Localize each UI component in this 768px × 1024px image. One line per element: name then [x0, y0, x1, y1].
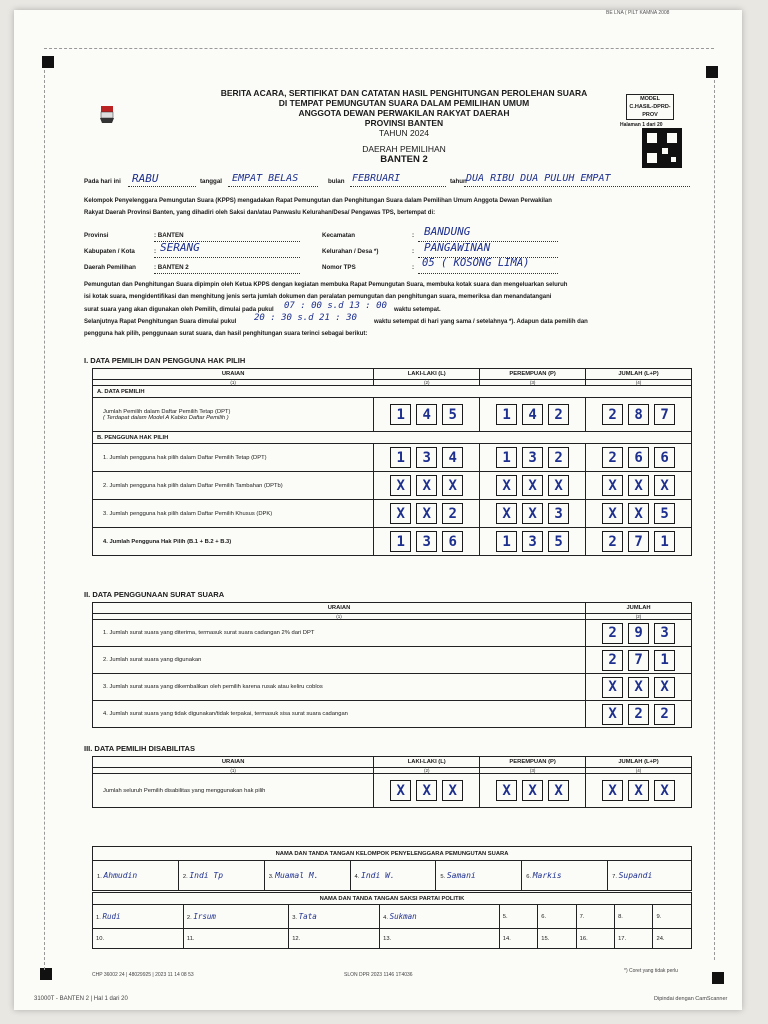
kecamatan-value: BANDUNG	[424, 225, 471, 238]
underline	[128, 186, 196, 187]
kpps-signature[interactable]	[436, 861, 522, 891]
kpps-signature[interactable]	[178, 861, 264, 891]
digit-box[interactable]: X	[390, 503, 411, 524]
row-label: 2. Jumlah surat suara yang digunakan	[93, 647, 586, 674]
disabilitas-table	[92, 756, 692, 808]
saksi-signature[interactable]	[538, 905, 576, 929]
kelurahan-value: PANGAWINAN	[424, 241, 491, 254]
daerah-label: DAERAH PEMILIHAN	[362, 144, 446, 154]
pemilih-table	[92, 368, 692, 556]
group-b-label: B. PENGGUNA HAK PILIH	[93, 432, 692, 444]
digit-box[interactable]: 6	[628, 447, 649, 468]
digit-box[interactable]: 1	[496, 447, 517, 468]
saksi-signature[interactable]	[183, 905, 288, 929]
saksi-signature[interactable]	[615, 929, 653, 949]
model-box	[626, 94, 674, 120]
sig-num: 4.	[383, 915, 388, 921]
sig-num: 12.	[292, 935, 301, 942]
col-num: (3)	[480, 380, 586, 386]
saksi-signature[interactable]	[183, 929, 288, 949]
table-row	[93, 774, 692, 808]
sig-num: 13.	[383, 935, 392, 942]
digit-box[interactable]: X	[602, 475, 623, 496]
sig-num: 24.	[656, 935, 665, 942]
hari-value: RABU	[132, 172, 159, 185]
intro-line: Kelompok Penyelenggara Pemungutan Suara (KPPS) mengadakan Rapat Pemungutan dan Penghitungan Suara dalam Pemilihan Umum Anggota Dewan Perwakilan	[84, 198, 552, 204]
kpu-logo-icon	[98, 104, 116, 124]
sig-num: 3.	[292, 915, 298, 921]
dpt-jumlah	[586, 398, 692, 432]
kabupaten-colon: :	[154, 248, 157, 255]
bulan-label: bulan	[328, 178, 345, 185]
digit-box[interactable]: X	[522, 780, 543, 801]
col-laki: LAKI-LAKI (L)	[374, 369, 480, 380]
kpps-signature[interactable]	[264, 861, 350, 891]
col-num: (1)	[93, 614, 586, 620]
header-line: TAHUN 2024	[379, 128, 429, 138]
daerah-value: BANTEN 2	[380, 154, 428, 165]
sig-name: Rudi	[102, 912, 121, 921]
col-num: (2)	[374, 380, 480, 386]
saksi-signature[interactable]	[380, 929, 500, 949]
digit-box[interactable]: 3	[522, 447, 543, 468]
digit-box[interactable]: 2	[548, 404, 569, 425]
sig-num: 9.	[656, 913, 662, 920]
digit-box[interactable]: 1	[496, 531, 517, 552]
row-label: 1. Jumlah pengguna hak pilih dalam Daftar Pemilih Tetap (DPT)	[93, 444, 374, 472]
digit-box[interactable]: 6	[654, 447, 675, 468]
cut-line	[44, 70, 45, 970]
saksi-row	[93, 905, 692, 929]
col-uraian: URAIAN	[93, 369, 374, 380]
digit-box[interactable]: 1	[390, 404, 411, 425]
underline	[154, 257, 300, 258]
digit-box[interactable]: 4	[522, 404, 543, 425]
sig-num: 3.	[268, 874, 274, 880]
sig-num: 10.	[96, 935, 105, 942]
section1-title: I. DATA PEMILIH DAN PENGGUNA HAK PILIH	[84, 356, 246, 365]
table-row	[93, 528, 692, 556]
sig-name: Irsum	[193, 912, 216, 921]
registration-mark	[40, 968, 52, 980]
digit-box[interactable]: 5	[442, 404, 463, 425]
scanner-watermark: Dipindai dengan CamScanner	[654, 996, 728, 1002]
sig-num: 7.	[612, 874, 617, 880]
saksi-signature[interactable]	[289, 929, 380, 949]
dpt-label	[93, 398, 374, 432]
sig-num: 7.	[579, 913, 585, 920]
saksi-signature[interactable]	[93, 905, 184, 929]
digit-box[interactable]: X	[602, 503, 623, 524]
sig-name: Sukman	[389, 912, 417, 921]
table-row	[93, 444, 692, 472]
sig-num: 6.	[541, 913, 547, 920]
model-line: C.HASIL-DPRD-	[629, 104, 671, 110]
underline	[228, 186, 318, 187]
col-jumlah: JUMLAH (L+P)	[586, 757, 692, 768]
section3-title: III. DATA PEMILIH DISABILITAS	[84, 744, 195, 753]
page-ref: 31000T - BANTEN 2 | Hal 1 dari 20	[34, 996, 128, 1002]
digit-box[interactable]: 1	[390, 531, 411, 552]
saksi-row	[93, 929, 692, 949]
saksi-signature[interactable]	[380, 905, 500, 929]
saksi-signature[interactable]	[499, 905, 537, 929]
sig-num: 1.	[96, 915, 101, 921]
form-header	[194, 88, 614, 166]
digit-box[interactable]: 2	[602, 447, 623, 468]
col-laki: LAKI-LAKI (L)	[374, 757, 480, 768]
kelurahan-colon: :	[412, 248, 415, 255]
col-num: (2)	[374, 768, 480, 774]
surat-suara-table	[92, 602, 692, 728]
footer-mid: SLON DPR 2023 1146 1T4036	[344, 972, 413, 978]
digit-box[interactable]: 9	[628, 623, 649, 644]
tps-colon: :	[412, 264, 415, 271]
row-label: 4. Jumlah surat suara yang tidak digunakan/tidak terpakai, termasuk sisa surat suara cadangan	[93, 701, 586, 728]
para-line: Selanjutnya Rapat Penghitungan Suara dimulai pukul	[84, 319, 237, 325]
cut-line	[714, 80, 715, 960]
digit-box[interactable]: X	[628, 475, 649, 496]
digit-box[interactable]: X	[522, 503, 543, 524]
digit-box[interactable]: 5	[548, 531, 569, 552]
saksi-signature[interactable]	[93, 929, 184, 949]
digit-box[interactable]: X	[548, 780, 569, 801]
kpps-signature[interactable]	[608, 861, 692, 891]
registration-mark	[42, 56, 54, 68]
corner-text: BE LNA ( PILT KAMNA 2008	[606, 10, 670, 16]
digit-box[interactable]: 6	[442, 531, 463, 552]
sig-num: 2.	[186, 915, 192, 921]
digit-box[interactable]: 2	[548, 447, 569, 468]
kabupaten-label: Kabupaten / Kota	[84, 248, 135, 255]
saksi-signature[interactable]	[615, 905, 653, 929]
digit-box[interactable]: 8	[628, 404, 649, 425]
kpps-signature[interactable]	[522, 861, 608, 891]
digit-box[interactable]: X	[390, 780, 411, 801]
digit-box[interactable]: X	[442, 475, 463, 496]
col-num: (2)	[586, 614, 692, 620]
digit-box[interactable]: X	[496, 475, 517, 496]
digit-box[interactable]: X	[416, 475, 437, 496]
table-header-row	[93, 369, 692, 380]
signature-table	[92, 846, 692, 891]
digit-box[interactable]: 2	[602, 404, 623, 425]
dpt-perempuan	[480, 398, 586, 432]
kpps-signature[interactable]	[350, 861, 436, 891]
row-label: 3. Jumlah surat suara yang dikembalikan oleh pemilih karena rusak atau keliru coblos	[93, 674, 586, 701]
para-line: surat suara yang akan digunakan oleh Pemilih, dimulai pada pukul	[84, 307, 274, 313]
digit-box[interactable]: 4	[416, 404, 437, 425]
registration-mark	[712, 972, 724, 984]
tahun-value: DUA RIBU DUA PULUH EMPAT	[466, 173, 611, 184]
digit-box[interactable]: 3	[522, 531, 543, 552]
digit-box[interactable]: X	[654, 780, 675, 801]
sig-name: Ahmudin	[103, 871, 138, 880]
saksi-signature[interactable]	[289, 905, 380, 929]
sig-num: 1.	[97, 874, 102, 880]
sig-name: Samani	[446, 871, 476, 880]
kecamatan-label: Kecamatan	[322, 232, 356, 239]
dapil-label: Daerah Pemilihan	[84, 264, 136, 271]
underline	[350, 186, 446, 187]
col-perempuan: PEREMPUAN (P)	[480, 369, 586, 380]
digit-box[interactable]: 7	[628, 650, 649, 671]
provinsi-label: Provinsi	[84, 232, 109, 239]
para-line: isi kotak suara, mengidentifikasi dan menghitung jenis serta jumlah dokumen dan peralatan pemungutan dan penghitungan suara, memeriksa dan menandatangani	[84, 294, 552, 300]
tanggal-value: EMPAT BELAS	[232, 173, 299, 184]
sig-name: Markis	[532, 871, 562, 880]
tahun-label: tahun	[450, 178, 467, 185]
sig-name: Supandi	[618, 871, 653, 880]
model-line: MODEL	[640, 96, 660, 102]
row-label: 4. Jumlah Pengguna Hak Pilih (B.1 + B.2 + B.3)	[93, 528, 374, 556]
registration-mark	[706, 66, 718, 78]
saksi-signature[interactable]	[499, 929, 537, 949]
sig-num: 8.	[618, 913, 623, 920]
form-page	[14, 10, 742, 1010]
col-jumlah: JUMLAH (L+P)	[586, 369, 692, 380]
dpt-laki	[374, 398, 480, 432]
sig-num: 11.	[186, 935, 195, 942]
kpps-signature[interactable]	[93, 861, 179, 891]
underline	[464, 186, 690, 187]
digit-box[interactable]: X	[548, 475, 569, 496]
col-uraian: URAIAN	[93, 757, 374, 768]
header-line: BERITA ACARA, SERTIFIKAT DAN CATATAN HASIL PENGHITUNGAN PEROLEHAN SUARA	[220, 88, 588, 98]
digit-box[interactable]: 3	[416, 531, 437, 552]
digit-box[interactable]: X	[522, 475, 543, 496]
col-num: (4)	[586, 380, 692, 386]
para-line: waktu setempat.	[394, 307, 441, 313]
header-line: DI TEMPAT PEMUNGUTAN SUARA DALAM PEMILIHAN UMUM	[278, 98, 530, 108]
row-label: 3. Jumlah pengguna hak pilih dalam Daftar Pemilih Khusus (DPK)	[93, 500, 374, 528]
digit-box[interactable]: 3	[416, 447, 437, 468]
digit-box[interactable]: X	[416, 503, 437, 524]
saksi-title: NAMA DAN TANDA TANGAN SAKSI PARTAI POLITIK	[93, 893, 692, 905]
sig-num: 17.	[618, 935, 627, 942]
kelurahan-label: Kelurahan / Desa *)	[322, 248, 379, 255]
sig-num: 14.	[502, 935, 511, 942]
sig-name: Indi Tp	[189, 871, 224, 880]
sig-num: 5.	[440, 874, 446, 880]
sig-num: 6.	[526, 874, 532, 880]
provinsi-value: : BANTEN	[154, 232, 184, 239]
col-num: (1)	[93, 380, 374, 386]
digit-box[interactable]: 1	[654, 650, 675, 671]
dpt-label-1: Jumlah Pemilih dalam Daftar Pemilih Tetap (DPT)	[103, 408, 231, 415]
row-label: 1. Jumlah surat suara yang diterima, termasuk surat suara cadangan 2% dari DPT	[93, 620, 586, 647]
dpt-label-2: ( Terdapat dalam Model A Kabko Daftar Pemilih )	[103, 414, 229, 421]
table-row	[93, 620, 692, 647]
time-range-2: 20 : 30 s.d 21 : 30	[254, 313, 357, 323]
dapil-value: : BANTEN 2	[154, 264, 189, 271]
table-row	[93, 398, 692, 432]
row-label: Jumlah seluruh Pemilih disabilitas yang menggunakan hak pilih	[93, 774, 374, 808]
saksi-table	[92, 892, 692, 949]
digit-box[interactable]: X	[628, 503, 649, 524]
digit-box[interactable]: 5	[654, 503, 675, 524]
digit-box[interactable]: 2	[442, 503, 463, 524]
saksi-signature[interactable]	[576, 929, 614, 949]
section2-title: II. DATA PENGGUNAAN SURAT SUARA	[84, 590, 225, 599]
col-num: (4)	[586, 768, 692, 774]
underline	[418, 273, 558, 274]
digit-box[interactable]: 7	[654, 404, 675, 425]
digit-box[interactable]: X	[628, 677, 649, 698]
digit-box[interactable]: 1	[654, 531, 675, 552]
model-line: PROV	[642, 112, 658, 118]
col-perempuan: PEREMPUAN (P)	[480, 757, 586, 768]
sig-name: Tata	[298, 912, 317, 921]
col-jumlah: JUMLAH	[586, 603, 692, 614]
table-row	[93, 500, 692, 528]
sig-num: 2.	[182, 874, 188, 880]
digit-box[interactable]: X	[496, 780, 517, 801]
digit-box[interactable]: X	[416, 780, 437, 801]
digit-box[interactable]: 2	[602, 623, 623, 644]
footer-left: CHP 36002 24 | 48029925 | 2023 11 14 08 53	[92, 972, 194, 978]
intro-line: Rakyat Daerah Provinsi Banten, yang dihadiri oleh Saksi dan/atau Panwaslu Kelurahan/Desa/ Pengawas TPS, bertempat di:	[84, 210, 436, 216]
col-uraian: URAIAN	[93, 603, 586, 614]
para-line: waktu setempat di hari yang sama / setelahnya *). Adapun data pemilih dan	[374, 319, 588, 325]
digit-box[interactable]: X	[602, 780, 623, 801]
digit-box[interactable]: 3	[654, 623, 675, 644]
digit-box[interactable]: 1	[390, 447, 411, 468]
kecamatan-colon: :	[412, 232, 415, 239]
time-range-1: 07 : 00 s.d 13 : 00	[284, 301, 387, 311]
footer-note: *) Coret yang tidak perlu	[624, 968, 678, 974]
digit-box[interactable]: X	[442, 780, 463, 801]
table-row	[93, 674, 692, 701]
tps-label: Nomor TPS	[322, 264, 356, 271]
digit-box[interactable]: X	[602, 704, 623, 725]
underline	[154, 273, 300, 274]
digit-box[interactable]: 2	[654, 704, 675, 725]
saksi-signature[interactable]	[576, 905, 614, 929]
qr-code	[642, 128, 682, 168]
tps-value: 05 ( KOSONG LIMA)	[422, 257, 530, 269]
digit-box[interactable]: X	[654, 475, 675, 496]
digit-box[interactable]: X	[628, 780, 649, 801]
digit-box[interactable]: 2	[628, 704, 649, 725]
digit-box[interactable]: 4	[442, 447, 463, 468]
kabupaten-value: SERANG	[160, 241, 200, 254]
col-num: (3)	[480, 768, 586, 774]
saksi-signature[interactable]	[653, 929, 692, 949]
col-num: (1)	[93, 768, 374, 774]
saksi-signature[interactable]	[538, 929, 576, 949]
sig-name: Indi W.	[361, 871, 395, 880]
header-line: ANGGOTA DEWAN PERWAKILAN RAKYAT DAERAH	[298, 108, 510, 118]
header-line: PROVINSI BANTEN	[364, 118, 444, 128]
page-indicator: Halaman 1 dari 20	[620, 122, 663, 128]
digit-box[interactable]: X	[654, 677, 675, 698]
sig-name: Muamal M.	[275, 871, 319, 880]
digit-box[interactable]: 7	[628, 531, 649, 552]
bulan-value: FEBRUARI	[352, 173, 401, 184]
digit-box[interactable]: 2	[602, 650, 623, 671]
sig-num: 16.	[579, 935, 588, 942]
sig-num: 4.	[354, 874, 360, 880]
table-row	[93, 701, 692, 728]
para-line: Pemungutan dan Penghitungan Suara dipimpin oleh Ketua KPPS dengan kegiatan membuka Rapat Pemungutan Suara, membuka kotak suara dan mengeluarkan seluruh	[84, 282, 568, 288]
digit-box[interactable]: X	[496, 503, 517, 524]
table-row	[93, 647, 692, 674]
row-label: 2. Jumlah pengguna hak pilih dalam Daftar Pemilih Tambahan (DPTb)	[93, 472, 374, 500]
digit-box[interactable]: X	[602, 677, 623, 698]
digit-box[interactable]: X	[390, 475, 411, 496]
digit-box[interactable]: 1	[496, 404, 517, 425]
digit-box[interactable]: 3	[548, 503, 569, 524]
kpps-row	[93, 861, 692, 891]
para-line: pengguna hak pilih, penggunaan surat suara, dan hasil penghitungan suara terinci sebagai berikut:	[84, 331, 368, 337]
group-a-label: A. DATA PEMILIH	[93, 386, 692, 398]
saksi-signature[interactable]	[653, 905, 692, 929]
tanggal-label: tanggal	[200, 178, 223, 185]
cut-line	[44, 48, 714, 49]
digit-box[interactable]: 2	[602, 531, 623, 552]
sig-num: 5.	[502, 913, 508, 920]
sig-num: 15.	[541, 935, 550, 942]
table-row	[93, 472, 692, 500]
pada-hari-label: Pada hari ini	[84, 178, 121, 185]
kpps-title: NAMA DAN TANDA TANGAN KELOMPOK PENYELENGGARA PEMUNGUTAN SUARA	[93, 847, 692, 861]
